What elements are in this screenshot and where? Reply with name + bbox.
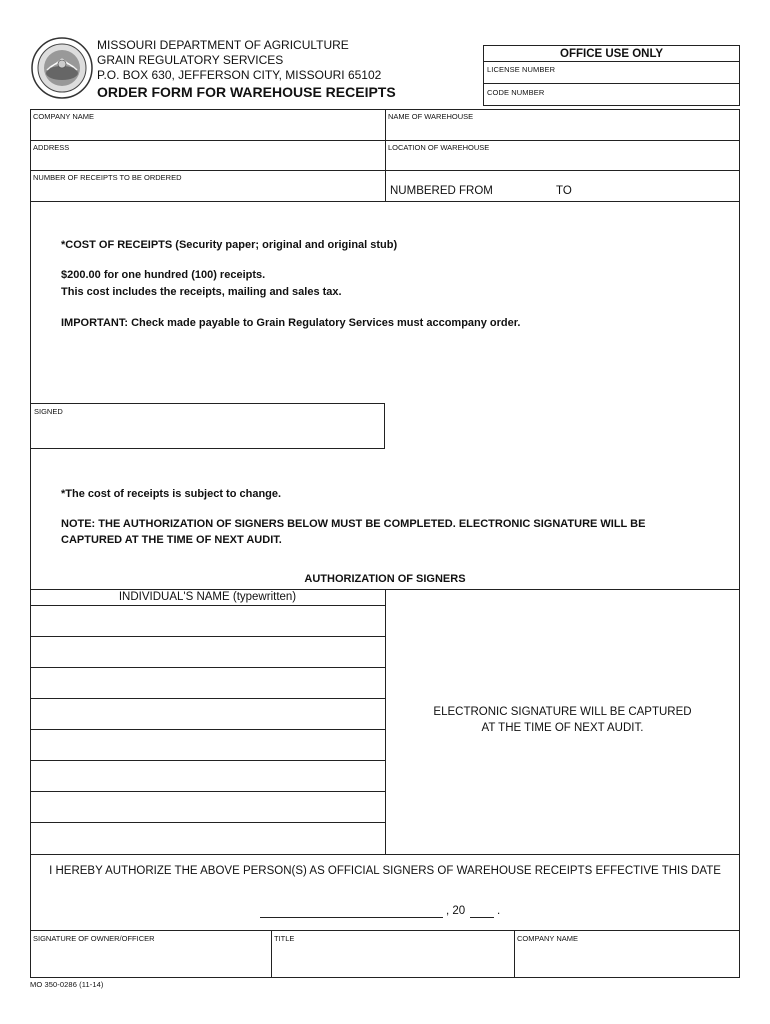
title-field[interactable]	[271, 930, 514, 978]
cost-of-receipts: *COST OF RECEIPTS (Security paper; original and original stub)	[61, 239, 398, 251]
important-text: IMPORTANT: Check made payable to Grain Regulatory Services must accompany order.	[61, 317, 521, 329]
warehouse-name-field[interactable]	[385, 109, 740, 140]
address-label: ADDRESS	[33, 143, 70, 152]
authorization-note-line2: CAPTURED AT THE TIME OF NEXT AUDIT.	[61, 534, 282, 546]
cost-change-note: *The cost of receipts is subject to change.	[61, 488, 282, 500]
signer-name-input-8[interactable]	[31, 823, 384, 853]
numbered-from-label: NUMBERED FROM	[390, 185, 493, 197]
title-label: TITLE	[274, 934, 295, 943]
includes-text: This cost includes the receipts, mailing and sales tax.	[61, 286, 342, 298]
date-separator: , 20	[446, 905, 466, 917]
esignature-note-line1: ELECTRONIC SIGNATURE WILL BE CAPTURED	[433, 706, 692, 718]
to-label: TO	[556, 185, 572, 197]
date-end-period: .	[497, 905, 501, 917]
authorize-statement: I HEREBY AUTHORIZE THE ABOVE PERSON(S) AS OFFICIAL SIGNERS OF WAREHOUSE RECEIPTS EFFECTIVE THIS DATE	[49, 865, 721, 877]
authorization-title: AUTHORIZATION OF SIGNERS	[304, 573, 466, 585]
bottom-company-name-label: COMPANY NAME	[517, 934, 578, 943]
signer-name-input-2[interactable]	[31, 637, 384, 666]
signer-name-input-4[interactable]	[31, 699, 384, 728]
code-number-label: CODE NUMBER	[487, 88, 545, 97]
office-use-title: OFFICE USE ONLY	[560, 48, 664, 60]
header-address: P.O. BOX 630, JEFFERSON CITY, MISSOURI 65102	[97, 68, 382, 82]
page-title: ORDER FORM FOR WAREHOUSE RECEIPTS	[97, 84, 396, 100]
header-division: GRAIN REGULATORY SERVICES	[97, 53, 284, 67]
header-department: MISSOURI DEPARTMENT OF AGRICULTURE	[97, 38, 349, 52]
numbered-from-input[interactable]	[492, 181, 550, 199]
signer-name-input-3[interactable]	[31, 668, 384, 697]
signed-label: SIGNED	[34, 407, 63, 416]
individual-name-header: INDIVIDUAL'S NAME (typewritten)	[118, 591, 297, 603]
signer-name-input-6[interactable]	[31, 761, 384, 790]
signed-field[interactable]	[30, 403, 385, 449]
signer-name-input-1[interactable]	[31, 606, 384, 635]
signer-name-input-7[interactable]	[31, 792, 384, 821]
company-name-field[interactable]	[30, 109, 385, 140]
date-month-day-input[interactable]	[260, 905, 443, 918]
date-year-input[interactable]	[470, 905, 494, 918]
warehouse-name-label: NAME OF WAREHOUSE	[388, 112, 474, 121]
bottom-company-name-field[interactable]	[514, 930, 740, 978]
numbered-to-input[interactable]	[575, 181, 735, 199]
authorization-note-line1: NOTE: THE AUTHORIZATION OF SIGNERS BELOW MUST BE COMPLETED. ELECTRONIC SIGNATURE WILL BE	[61, 518, 646, 530]
address-field[interactable]	[30, 140, 385, 170]
warehouse-location-label: LOCATION OF WAREHOUSE	[388, 143, 490, 152]
receipts-count-label: NUMBER OF RECEIPTS TO BE ORDERED	[33, 173, 182, 182]
warehouse-location-field[interactable]	[385, 140, 740, 170]
owner-signature-field[interactable]	[30, 930, 271, 978]
form-number: MO 350-0286 (11-14)	[30, 980, 104, 989]
receipts-count-field[interactable]	[30, 170, 385, 201]
price-text: $200.00 for one hundred (100) receipts.	[61, 269, 266, 281]
esignature-note-line2: AT THE TIME OF NEXT AUDIT.	[481, 722, 644, 734]
signer-name-input-5[interactable]	[31, 730, 384, 759]
state-seal	[31, 37, 93, 99]
license-number-label: LICENSE NUMBER	[487, 65, 556, 74]
owner-signature-label: SIGNATURE OF OWNER/OFFICER	[33, 934, 155, 943]
company-name-label: COMPANY NAME	[33, 112, 94, 121]
